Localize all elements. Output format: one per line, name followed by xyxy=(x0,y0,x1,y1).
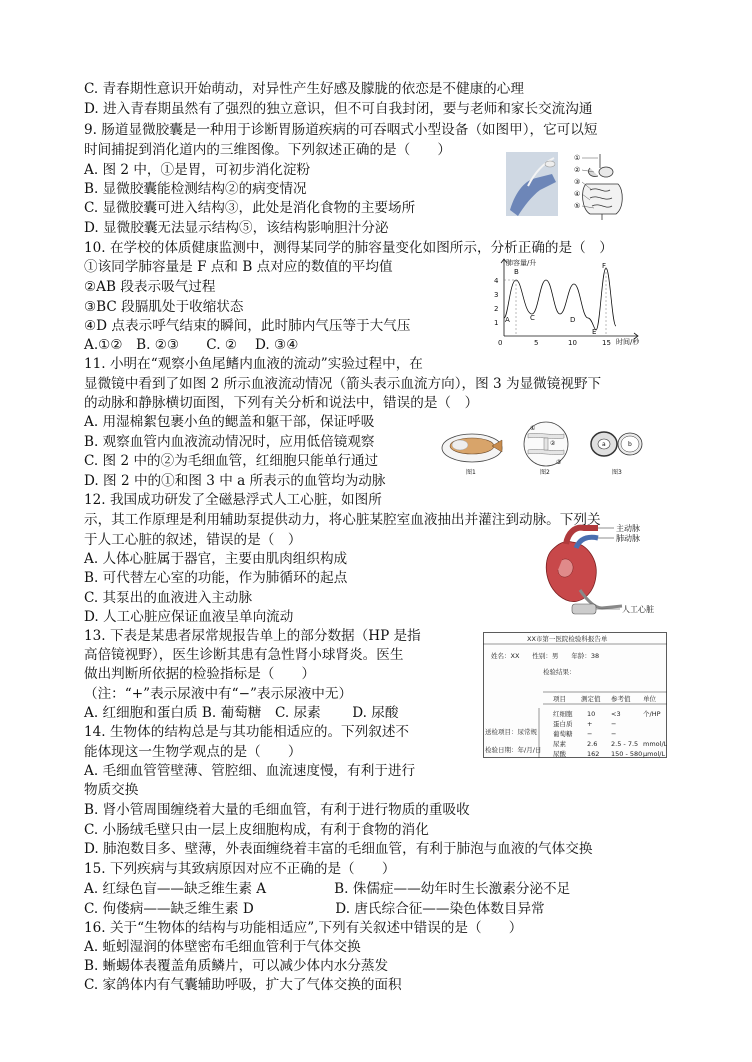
text-line: A. 用湿棉絮包裹小鱼的鳃盖和躯干部，保证呼吸 xyxy=(84,414,375,430)
fig10-point-a: A xyxy=(505,316,510,324)
text-line: C. 显微胶囊可进入结构③，此处是消化食物的主要场所 xyxy=(84,200,416,216)
report-cell: 葡萄糖 xyxy=(553,730,573,738)
report-test-date: 检验日期：年/月/日 xyxy=(485,746,542,754)
text-line: 14. 生物体的结构总是与其功能相适应的。下列叙述不 xyxy=(84,724,410,740)
report-col-ref: 参考值 xyxy=(611,695,631,703)
text-line: C. 小肠绒毛壁只由一层上皮细胞构成，有利于食物的消化 xyxy=(84,822,429,838)
text-line: C. 图 2 中的②为毛细血管，红细胞只能单行通过 xyxy=(84,453,379,469)
text-line: A. 毛细血管管壁薄、管腔细、血流速度慢，有利于进行 xyxy=(84,763,416,779)
figure-fish-blood-flow xyxy=(436,414,646,478)
report-cell: 尿素 xyxy=(553,740,566,748)
text-line: C. 其泵出的血液进入主动脉 xyxy=(84,590,253,606)
fig10-xtick-5: 5 xyxy=(534,339,539,347)
text-line: 时间捕捉到消化道内的三维图像。下列叙述正确的是（ ） xyxy=(84,142,452,158)
figure-artificial-heart xyxy=(532,520,672,622)
text-line: D. 图 2 中的①和图 3 中 a 所表示的血管均为动脉 xyxy=(84,473,386,489)
text-line: A. 蚯蚓湿润的体壁密布毛细血管利于气体交换 xyxy=(84,939,361,955)
report-cell: 个/HP xyxy=(643,710,661,718)
text-line: A. 红绿色盲——缺乏维生素 A B. 侏儒症——幼年时生长激素分泌不足 xyxy=(84,881,571,897)
text-line: B. 观察血管内血液流动情况时，应用低倍镜观察 xyxy=(84,434,375,450)
text-line: A. 图 2 中，①是胃，可初步消化淀粉 xyxy=(84,162,311,178)
report-header: XX市第一医院检验科报告单 xyxy=(527,635,608,643)
text-line: B. 肾小管周围缠绕着大量的毛细血管，有利于进行物质的重吸收 xyxy=(84,802,470,818)
text-line: D. 肺泡数目多、壁薄，外表面缠绕着丰富的毛细血管，有利于肺泡与血液的气体交换 xyxy=(84,841,593,857)
text-line: D. 人工心脏应保证血液呈单向流动 xyxy=(84,609,294,625)
text-line: 显微镜中看到了如图 2 所示血液流动情况（箭头表示血流方向），图 3 为显微镜视野下 xyxy=(84,376,602,392)
text-line: 9. 肠道显微胶囊是一种用于诊断胃肠道疾病的可吞咽式小型设备（如图甲），它可以短 xyxy=(84,122,598,138)
report-cell: 蛋白质 xyxy=(553,720,573,728)
report-cell: 2.5 - 7.5 xyxy=(611,740,639,748)
report-cell: − xyxy=(611,720,617,728)
text-line: 12. 我国成功研发了全磁悬浮式人工心脏，如图所 xyxy=(84,492,382,508)
report-cell: 10 xyxy=(587,710,596,718)
fig11-caption-1: 图1 xyxy=(466,469,476,476)
fig9-label-2: ② xyxy=(574,166,581,174)
text-line: A.①② B. ②③ C. ② D. ③④ xyxy=(84,337,299,353)
fig11-caption-3: 图3 xyxy=(612,469,622,476)
text-line: 高倍镜视野），医生诊断其患有急性肾小球肾炎。医生 xyxy=(84,647,404,663)
fig11-caption-2: 图2 xyxy=(540,469,550,476)
fig10-ylabel: 肺容量/升 xyxy=(506,259,537,267)
fig10-ytick-1: 1 xyxy=(494,319,499,327)
report-cell: 红细胞 xyxy=(553,710,573,718)
fig9-label-4: ④ xyxy=(574,190,581,198)
figure-lung-volume-chart xyxy=(488,256,648,354)
fig10-xtick-0: 0 xyxy=(498,339,503,347)
report-sample-type: 送检项目：尿常规 xyxy=(485,728,537,736)
fig10-point-c: C xyxy=(530,314,535,322)
fig10-xtick-10: 10 xyxy=(568,339,577,347)
report-cell: 150 - 580 xyxy=(611,750,643,758)
text-line: C. 佝偻病——缺乏维生素 D D. 唐氏综合征——染色体数目异常 xyxy=(84,901,545,917)
report-cell: − xyxy=(611,730,617,738)
text-line: ④D 点表示呼气结束的瞬间，此时肺内气压等于大气压 xyxy=(84,318,411,334)
text-line: B. 蜥蜴体表覆盖角质鳞片，可以减少体内水分蒸发 xyxy=(84,958,389,974)
text-line: A. 人体心脏属于器官，主要由肌肉组织构成 xyxy=(84,551,348,567)
report-cell: mmol/L xyxy=(643,740,667,748)
text-line: 13. 下表是某患者尿常规报告单上的部分数据（HP 是指 xyxy=(84,628,421,644)
report-cell: 2.6 xyxy=(587,740,598,748)
fig10-xtick-15: 15 xyxy=(602,339,611,347)
fig10-point-b: B xyxy=(514,268,519,276)
fig11-fig2-label-3: ③ xyxy=(556,459,562,466)
text-line: 物质交换 xyxy=(84,782,139,798)
text-line: A. 红细胞和蛋白质 B. 葡萄糖 C. 尿素 D. 尿酸 xyxy=(84,705,399,721)
fig9-label-1: ① xyxy=(574,154,581,162)
text-line: ③BC 段膈肌处于收缩状态 xyxy=(84,299,244,315)
fig9-label-3: ③ xyxy=(574,178,581,186)
text-line: ②AB 段表示吸气过程 xyxy=(84,279,216,295)
text-line: C. 青春期性意识开始萌动，对异性产生好感及朦胧的依恋是不健康的心理 xyxy=(84,81,524,97)
text-line: 做出判断所依据的检验指标是（ ） xyxy=(84,666,316,682)
text-line: 15. 下列疾病与其致病原因对应不正确的是（ ） xyxy=(84,861,396,877)
text-line: 示，其工作原理是利用辅助泵提供动力，将心脏某腔室血液抽出并灌注到动脉。下列关 xyxy=(84,512,601,528)
text-line: 的动脉和静脉横切面图，下列有关分析和说法中，错误的是（ ） xyxy=(84,395,479,411)
report-cell: 162 xyxy=(587,750,600,758)
report-col-value: 测定值 xyxy=(581,695,601,703)
text-line: D. 显微胶囊无法显示结构⑤，该结构影响胆汁分泌 xyxy=(84,220,389,236)
text-line: B. 可代替左心室的功能，作为肺循环的起点 xyxy=(84,570,348,586)
text-line: C. 家鸽体内有气囊辅助呼吸，扩大了气体交换的面积 xyxy=(84,977,402,993)
text-line: 于人工心脏的叙述，错误的是（ ） xyxy=(84,532,302,548)
text-line: 11. 小明在“观察小鱼尾鳍内血液的流动”实验过程中，在 xyxy=(84,356,423,372)
text-line: 16. 关于“生物体的结构与功能相适应”,下列有关叙述中错误的是（ ） xyxy=(84,920,523,936)
report-col-item: 项目 xyxy=(553,695,566,703)
fig10-point-e: E xyxy=(592,328,597,336)
fig11-fig2-label-1: ① xyxy=(530,425,536,432)
fig12-label-pulmonary-artery: 肺动脉 xyxy=(616,534,640,543)
report-cell: 尿酸 xyxy=(553,750,566,758)
fig10-point-d: D xyxy=(570,316,576,324)
report-col-unit: 单位 xyxy=(643,695,656,703)
text-line: ①该同学肺容量是 F 点和 B 点对应的数值的平均值 xyxy=(84,259,393,275)
fig10-ytick-3: 3 xyxy=(494,291,499,299)
report-section-title: 检验结果： xyxy=(543,668,576,676)
fig12-label-aorta: 主动脉 xyxy=(616,524,640,533)
report-cell: + xyxy=(587,720,593,728)
fig10-xlabel: 时间/秒 xyxy=(616,338,640,346)
fig10-ytick-2: 2 xyxy=(494,305,499,313)
figure-urine-report xyxy=(483,632,667,758)
report-cell: μmol/L xyxy=(643,750,666,758)
fig11-fig3-label-a: a xyxy=(602,441,606,448)
text-line: （注：“+”表示尿液中有“−”表示尿液中无） xyxy=(84,686,353,702)
fig9-label-5: ⑤ xyxy=(574,202,581,210)
fig11-fig3-label-b: b xyxy=(628,441,632,448)
text-line: D. 进入青春期虽然有了强烈的独立意识，但不可自我封闭，要与老师和家长交流沟通 xyxy=(84,101,593,117)
fig10-point-f: F xyxy=(602,262,607,270)
text-line: 能体现这一生物学观点的是（ ） xyxy=(84,744,302,760)
fig11-fig2-label-2: ② xyxy=(550,440,556,447)
figure-digestive-capsule xyxy=(506,150,634,222)
fig10-ytick-4: 4 xyxy=(494,277,499,285)
text-line: 10. 在学校的体质健康监测中，测得某同学的肺容量变化如图所示，分析正确的是（ ） xyxy=(84,240,613,256)
report-cell: <3 xyxy=(611,710,621,718)
fig12-label-artificial-heart: 人工心脏 xyxy=(622,605,654,614)
report-patient-info: 姓名：XX 性别：男 年龄：38 xyxy=(491,652,600,660)
text-line: B. 显微胶囊能检测结构②的病变情况 xyxy=(84,181,307,197)
report-cell: − xyxy=(587,730,593,738)
